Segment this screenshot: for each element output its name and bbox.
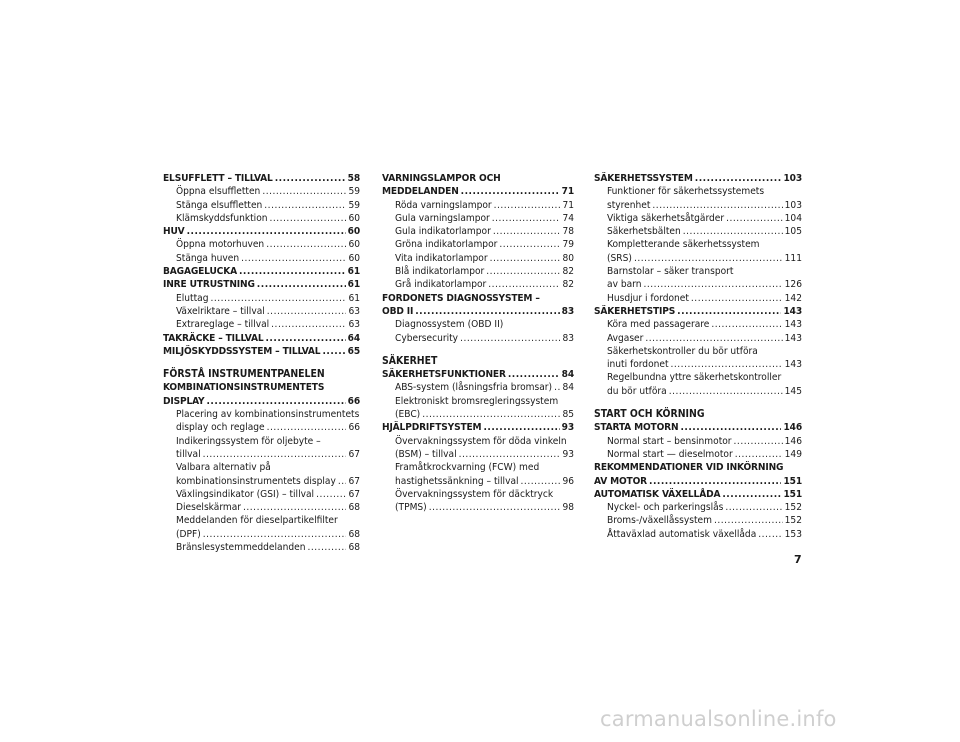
toc-entry-title: Husdjur i fordonet <box>607 292 689 304</box>
dot-leader <box>271 318 346 331</box>
toc-page-number: 103 <box>783 173 802 184</box>
toc-entry[interactable] <box>382 475 574 488</box>
dot-leader <box>726 212 783 225</box>
dot-leader <box>257 278 346 291</box>
toc-page-number: 65 <box>347 345 360 357</box>
toc-entry-title: Meddelanden för dieselpartikelfilter <box>176 515 338 527</box>
toc-entry-title: Valbara alternativ på <box>176 462 271 474</box>
toc-page-number: 82 <box>562 266 574 278</box>
toc-entry-title: Barnstolar – säker transport <box>607 266 734 278</box>
toc-entry-title: HJÄLPDRIFTSYSTEM <box>382 422 482 434</box>
toc-entry-title: Köra med passagerare <box>607 319 710 331</box>
toc-page-number: 126 <box>784 279 802 291</box>
dot-leader <box>322 345 345 358</box>
toc-page-number: 98 <box>562 502 574 514</box>
toc-entry-title: Kompletterande säkerhetssystem <box>607 239 760 251</box>
toc-entry[interactable] <box>163 238 360 251</box>
dot-leader <box>243 501 346 514</box>
toc-entry[interactable] <box>594 421 802 434</box>
toc-entry[interactable] <box>594 292 802 305</box>
dot-leader <box>669 385 783 398</box>
dot-leader <box>422 408 560 421</box>
dot-leader <box>683 225 783 238</box>
toc-entry-title: OBD II <box>382 305 414 317</box>
dot-leader <box>494 199 561 212</box>
toc-entry[interactable] <box>594 514 802 527</box>
toc-page-number: 151 <box>783 488 802 500</box>
toc-page-number: 66 <box>347 395 360 407</box>
toc-entry[interactable] <box>594 435 802 448</box>
dot-leader <box>459 448 561 461</box>
toc-entry[interactable] <box>163 278 360 291</box>
toc-page-number: 59 <box>348 199 360 211</box>
toc-column-3 <box>594 172 802 541</box>
toc-entry-title: Extrareglage – tillval <box>176 319 270 331</box>
toc-entry[interactable] <box>163 488 360 501</box>
watermark-text: carmanualsonline.info <box>600 707 837 731</box>
toc-entry[interactable] <box>163 448 360 461</box>
toc-entry[interactable] <box>163 541 360 554</box>
toc-page-number: 68 <box>348 542 360 554</box>
toc-entry[interactable] <box>382 212 574 225</box>
toc-page-number: 61 <box>348 292 360 304</box>
toc-page-number: 61 <box>347 279 360 291</box>
toc-page-number: 84 <box>561 369 574 381</box>
toc-entry[interactable] <box>163 292 360 305</box>
dot-leader <box>483 421 559 434</box>
toc-entry-title: kombinationsinstrumentets display <box>176 475 336 487</box>
toc-entry-title: KOMBINATIONSINSTRUMENTETS <box>163 382 325 394</box>
toc-entry-title: Elektroniskt bromsregleringssystem <box>395 395 559 407</box>
toc-entry[interactable] <box>594 528 802 541</box>
toc-entry-title: SÄKERHETSTIPS <box>594 305 676 317</box>
toc-entry[interactable] <box>594 305 802 318</box>
toc-entry-title: Åttaväxlad automatisk växellåda <box>607 528 757 540</box>
toc-page-number: 59 <box>348 186 360 198</box>
dot-leader <box>691 292 783 305</box>
toc-entry-title: VARNINGSLAMPOR OCH <box>382 173 501 184</box>
toc-entry-title: ELSUFFLETT – TILLVAL <box>163 173 273 184</box>
toc-entry-text <box>382 292 574 305</box>
toc-page-number: 146 <box>783 422 802 434</box>
toc-entry-title: Säkerhetskontroller du bör utföra <box>607 345 758 357</box>
toc-entry-title: Klämskyddsfunktion <box>176 212 268 224</box>
toc-entry-title: HUV <box>163 226 185 238</box>
toc-entry[interactable] <box>382 278 574 291</box>
toc-entry[interactable] <box>594 332 802 345</box>
toc-page-number: 82 <box>562 279 574 291</box>
toc-entry[interactable] <box>594 475 802 488</box>
toc-entry-title: DISPLAY <box>163 395 205 407</box>
toc-entry-title: Övervakningssystem för döda vinkeln <box>395 435 567 447</box>
dot-leader <box>722 488 781 501</box>
section-heading: SÄKERHET <box>382 354 438 367</box>
toc-page-number: 103 <box>784 199 802 211</box>
toc-page-number: 104 <box>784 212 802 224</box>
toc-page-number: 78 <box>562 226 574 238</box>
toc-entry-title: Bränslesystemmeddelanden <box>176 542 306 554</box>
toc-entry[interactable] <box>382 448 574 461</box>
toc-page-number: 151 <box>783 475 802 487</box>
dot-leader <box>493 225 561 238</box>
toc-entry[interactable] <box>594 172 802 185</box>
toc-entry-title: Nyckel- och parkeringslås <box>607 502 724 514</box>
toc-entry-text <box>163 408 360 421</box>
toc-entry-title: Avgaser <box>607 332 644 344</box>
toc-page-number: 143 <box>783 305 802 317</box>
toc-page-number: 68 <box>348 502 360 514</box>
dot-leader <box>508 368 560 381</box>
dot-leader <box>711 318 782 331</box>
dot-leader <box>680 421 781 434</box>
toc-entry-title: Viktiga säkerhetsåtgärder <box>607 212 725 224</box>
toc-entry-title: STARTA MOTORN <box>594 422 679 434</box>
toc-page-number: 143 <box>784 319 802 331</box>
dot-leader <box>203 528 347 541</box>
toc-entry-title: Normal start — dieselmotor <box>607 448 733 460</box>
toc-page-number: 64 <box>347 332 360 344</box>
toc-entry-title: styrenhet <box>607 199 651 211</box>
dot-leader <box>486 265 560 278</box>
toc-entry-title: Säkerhetsbälten <box>607 226 681 238</box>
toc-entry-title: SÄKERHETSFUNKTIONER <box>382 369 506 381</box>
toc-entry[interactable] <box>382 252 574 265</box>
toc-page-number: 83 <box>561 305 574 317</box>
toc-page-number: 145 <box>784 385 802 397</box>
dot-leader <box>270 212 347 225</box>
toc-entry-title: Regelbundna yttre säkerhetskontroller <box>607 372 782 384</box>
toc-page-number: 152 <box>784 502 802 514</box>
toc-page-number: 58 <box>347 173 360 184</box>
toc-entry-title: BAGAGELUCKA <box>163 266 237 278</box>
dot-leader <box>652 199 782 212</box>
toc-entry-title: Växlingsindikator (GSI) – tillval <box>176 488 315 500</box>
toc-entry[interactable] <box>163 172 360 185</box>
page-number: 7 <box>794 553 802 566</box>
toc-entry[interactable] <box>163 501 360 514</box>
toc-entry-title: REKOMMENDATIONER VID INKÖRNING <box>594 462 784 474</box>
toc-entry[interactable] <box>382 225 574 238</box>
dot-leader <box>643 278 782 291</box>
toc-entry[interactable] <box>594 318 802 331</box>
toc-page-number: 63 <box>348 319 360 331</box>
toc-entry-title: Övervakningssystem för däcktryck <box>395 488 554 500</box>
toc-entry-text <box>594 371 802 384</box>
toc-entry-title: MILJÖSKYDDSSYSTEM – TILLVAL <box>163 345 321 357</box>
toc-page-number: 71 <box>561 186 574 198</box>
toc-entry[interactable] <box>163 225 360 238</box>
toc-page-number: 74 <box>562 212 574 224</box>
toc-entry-title: (SRS) <box>607 252 632 264</box>
toc-entry-text <box>594 265 802 278</box>
toc-entry-title: inuti fordonet <box>607 359 669 371</box>
toc-entry[interactable] <box>163 265 360 278</box>
toc-page-number: 79 <box>562 239 574 251</box>
dot-leader <box>735 448 783 461</box>
toc-entry-title: INRE UTRUSTNING <box>163 279 255 291</box>
toc-entry[interactable] <box>163 475 360 488</box>
toc-entry[interactable] <box>382 238 574 251</box>
toc-entry[interactable] <box>594 225 802 238</box>
toc-entry[interactable] <box>594 501 802 514</box>
toc-entry[interactable] <box>594 448 802 461</box>
toc-page-number: 63 <box>348 305 360 317</box>
toc-entry[interactable] <box>163 185 360 198</box>
dot-leader <box>649 475 781 488</box>
toc-page-number: 67 <box>348 488 360 500</box>
dot-leader <box>239 265 346 278</box>
dot-leader <box>634 252 783 265</box>
dot-leader <box>266 238 346 251</box>
toc-entry-title: Stänga huven <box>176 252 240 264</box>
toc-entry[interactable] <box>382 185 574 198</box>
toc-entry[interactable] <box>594 278 802 291</box>
toc-entry-text <box>382 488 574 501</box>
toc-entry-title: Indikeringssystem för oljebyte – <box>176 435 321 447</box>
dot-leader <box>758 528 782 541</box>
toc-entry[interactable] <box>163 318 360 331</box>
toc-entry-title: (DPF) <box>176 528 201 540</box>
toc-page-number: 83 <box>562 332 574 344</box>
dot-leader <box>267 305 347 318</box>
toc-entry-title: Placering av kombinationsinstrumentets <box>176 409 360 421</box>
dot-leader <box>206 395 345 408</box>
toc-entry[interactable] <box>163 332 360 345</box>
toc-page-number: 68 <box>348 528 360 540</box>
toc-page-number: 105 <box>784 226 802 238</box>
dot-leader <box>521 475 561 488</box>
dot-leader <box>492 212 561 225</box>
toc-page-number: 60 <box>348 212 360 224</box>
toc-entry[interactable] <box>163 305 360 318</box>
toc-entry[interactable] <box>382 501 574 514</box>
toc-entry-text <box>382 395 574 408</box>
toc-entry[interactable] <box>382 265 574 278</box>
toc-entry-title: Stänga elsuffletten <box>176 199 263 211</box>
toc-entry-text <box>163 461 360 474</box>
toc-page-number: 71 <box>562 199 574 211</box>
section-heading: START OCH KÖRNING <box>594 408 705 421</box>
dot-leader <box>695 172 782 185</box>
toc-entry-text <box>382 318 574 331</box>
toc-entry-title: av barn <box>607 279 642 291</box>
toc-page-number: 66 <box>348 422 360 434</box>
toc-entry-text <box>382 461 574 474</box>
dot-leader <box>734 435 783 448</box>
toc-entry-title: Normal start – bensinmotor <box>607 435 732 447</box>
toc-entry-title: hastighetssänkning – tillval <box>395 475 519 487</box>
toc-entry-title: Framåtkrockvarning (FCW) med <box>395 462 540 474</box>
toc-entry[interactable] <box>382 305 574 318</box>
dot-leader <box>275 172 346 185</box>
toc-entry[interactable] <box>382 199 574 212</box>
toc-page-number: 60 <box>348 239 360 251</box>
dot-leader <box>429 501 561 514</box>
toc-entry[interactable] <box>594 212 802 225</box>
dot-leader <box>241 252 346 265</box>
toc-page-number: 61 <box>347 266 360 278</box>
toc-entry[interactable] <box>163 345 360 358</box>
toc-entry-text <box>594 185 802 198</box>
toc-entry[interactable] <box>163 252 360 265</box>
toc-entry-title: SÄKERHETSSYSTEM <box>594 173 693 184</box>
toc-entry-title: Diagnossystem (OBD II) <box>395 319 504 331</box>
toc-page-number: 67 <box>348 475 360 487</box>
toc-entry-title: AUTOMATISK VÄXELLÅDA <box>594 488 721 500</box>
toc-entry-title: Vita indikatorlampor <box>395 252 488 264</box>
toc-entry-title: Gula varningslampor <box>395 212 490 224</box>
toc-entry-title: Funktioner för säkerhetssystemets <box>607 186 765 198</box>
toc-entry-title: Grå indikatorlampor <box>395 279 487 291</box>
dot-leader <box>714 514 783 527</box>
toc-page-number: 152 <box>784 515 802 527</box>
dot-leader <box>645 332 782 345</box>
toc-entry-title: display och reglage <box>176 422 265 434</box>
toc-entry-title: (TPMS) <box>395 502 427 514</box>
toc-entry-title: Gröna indikatorlampor <box>395 239 498 251</box>
toc-entry-title: du bör utföra <box>607 385 667 397</box>
dot-leader <box>267 421 347 434</box>
toc-entry[interactable] <box>594 385 802 398</box>
dot-leader <box>490 252 561 265</box>
toc-entry-title: AV MOTOR <box>594 475 647 487</box>
dot-leader <box>264 199 346 212</box>
dot-leader <box>203 448 347 461</box>
dot-leader <box>499 238 560 251</box>
toc-entry-title: Cybersecurity <box>395 332 459 344</box>
toc-page-number: 93 <box>562 448 574 460</box>
section-heading: FÖRSTÅ INSTRUMENTPANELEN <box>163 368 325 381</box>
toc-page-number: 96 <box>562 475 574 487</box>
toc-entry-title: MEDDELANDEN <box>382 186 459 198</box>
toc-page-number: 142 <box>784 292 802 304</box>
dot-leader <box>461 185 560 198</box>
toc-entry[interactable] <box>594 252 802 265</box>
toc-entry-text <box>594 345 802 358</box>
toc-entry-text <box>382 172 574 185</box>
toc-entry[interactable] <box>594 358 802 371</box>
toc-entry-text <box>163 514 360 527</box>
dot-leader <box>554 381 560 394</box>
toc-page-number: 143 <box>784 359 802 371</box>
toc-page-number: 153 <box>784 528 802 540</box>
dot-leader <box>671 358 783 371</box>
toc-entry-title: Gula indikatorlampor <box>395 226 491 238</box>
dot-leader <box>338 475 347 488</box>
dot-leader <box>415 305 559 318</box>
toc-column-2 <box>382 172 574 514</box>
toc-page-number: 67 <box>348 448 360 460</box>
toc-entry[interactable] <box>382 381 574 394</box>
toc-page-number: 80 <box>562 252 574 264</box>
toc-entry[interactable] <box>163 528 360 541</box>
toc-entry-title: ABS-system (låsningsfria bromsar) <box>395 382 553 394</box>
toc-entry[interactable] <box>594 488 802 501</box>
toc-page-number: 60 <box>348 252 360 264</box>
dot-leader <box>725 501 782 514</box>
toc-entry-title: (BSM) – tillval <box>395 448 457 460</box>
toc-column-1 <box>163 172 360 554</box>
toc-entry-title: Broms-/växellåssystem <box>607 515 712 527</box>
toc-entry[interactable] <box>163 212 360 225</box>
toc-page-number: 143 <box>784 332 802 344</box>
toc-entry-text <box>163 381 360 394</box>
dot-leader <box>316 488 346 501</box>
toc-page-number: 84 <box>562 382 574 394</box>
dot-leader <box>262 185 346 198</box>
dot-leader <box>488 278 560 291</box>
toc-entry-title: Öppna motorhuven <box>176 239 265 251</box>
toc-entry[interactable] <box>382 408 574 421</box>
toc-entry[interactable] <box>163 395 360 408</box>
toc-page-number: 93 <box>561 422 574 434</box>
toc-entry[interactable] <box>382 368 574 381</box>
toc-page-number: 149 <box>784 448 802 460</box>
toc-page-number: 85 <box>562 409 574 421</box>
toc-entry-text <box>163 435 360 448</box>
toc-entry-text <box>594 238 802 251</box>
toc-entry-title: TAKRÄCKE – TILLVAL <box>163 332 264 344</box>
toc-entry-title: FORDONETS DIAGNOSSYSTEM – <box>382 292 540 304</box>
toc-entry[interactable] <box>382 421 574 434</box>
dot-leader <box>677 305 781 318</box>
toc-entry-title: Eluttag <box>176 292 209 304</box>
toc-page-number: 146 <box>784 435 802 447</box>
toc-entry-title: Öppna elsuffletten <box>176 186 261 198</box>
dot-leader <box>210 292 346 305</box>
toc-entry-title: (EBC) <box>395 409 421 421</box>
toc-entry[interactable] <box>163 421 360 434</box>
toc-page-number: 111 <box>784 252 802 264</box>
toc-page-number: 60 <box>347 226 360 238</box>
dot-leader <box>307 541 346 554</box>
dot-leader <box>460 332 560 345</box>
toc-entry[interactable] <box>594 199 802 212</box>
toc-entry-title: Växelriktare – tillval <box>176 305 265 317</box>
toc-entry-title: tillval <box>176 448 201 460</box>
toc-entry-title: Dieselskärmar <box>176 502 242 514</box>
toc-entry[interactable] <box>163 199 360 212</box>
dot-leader <box>187 225 346 238</box>
dot-leader <box>265 332 345 345</box>
toc-entry-title: Blå indikatorlampor <box>395 266 485 278</box>
toc-entry[interactable] <box>382 332 574 345</box>
toc-entry-text <box>382 435 574 448</box>
toc-entry-text <box>594 461 802 474</box>
toc-entry-title: Röda varningslampor <box>395 199 492 211</box>
